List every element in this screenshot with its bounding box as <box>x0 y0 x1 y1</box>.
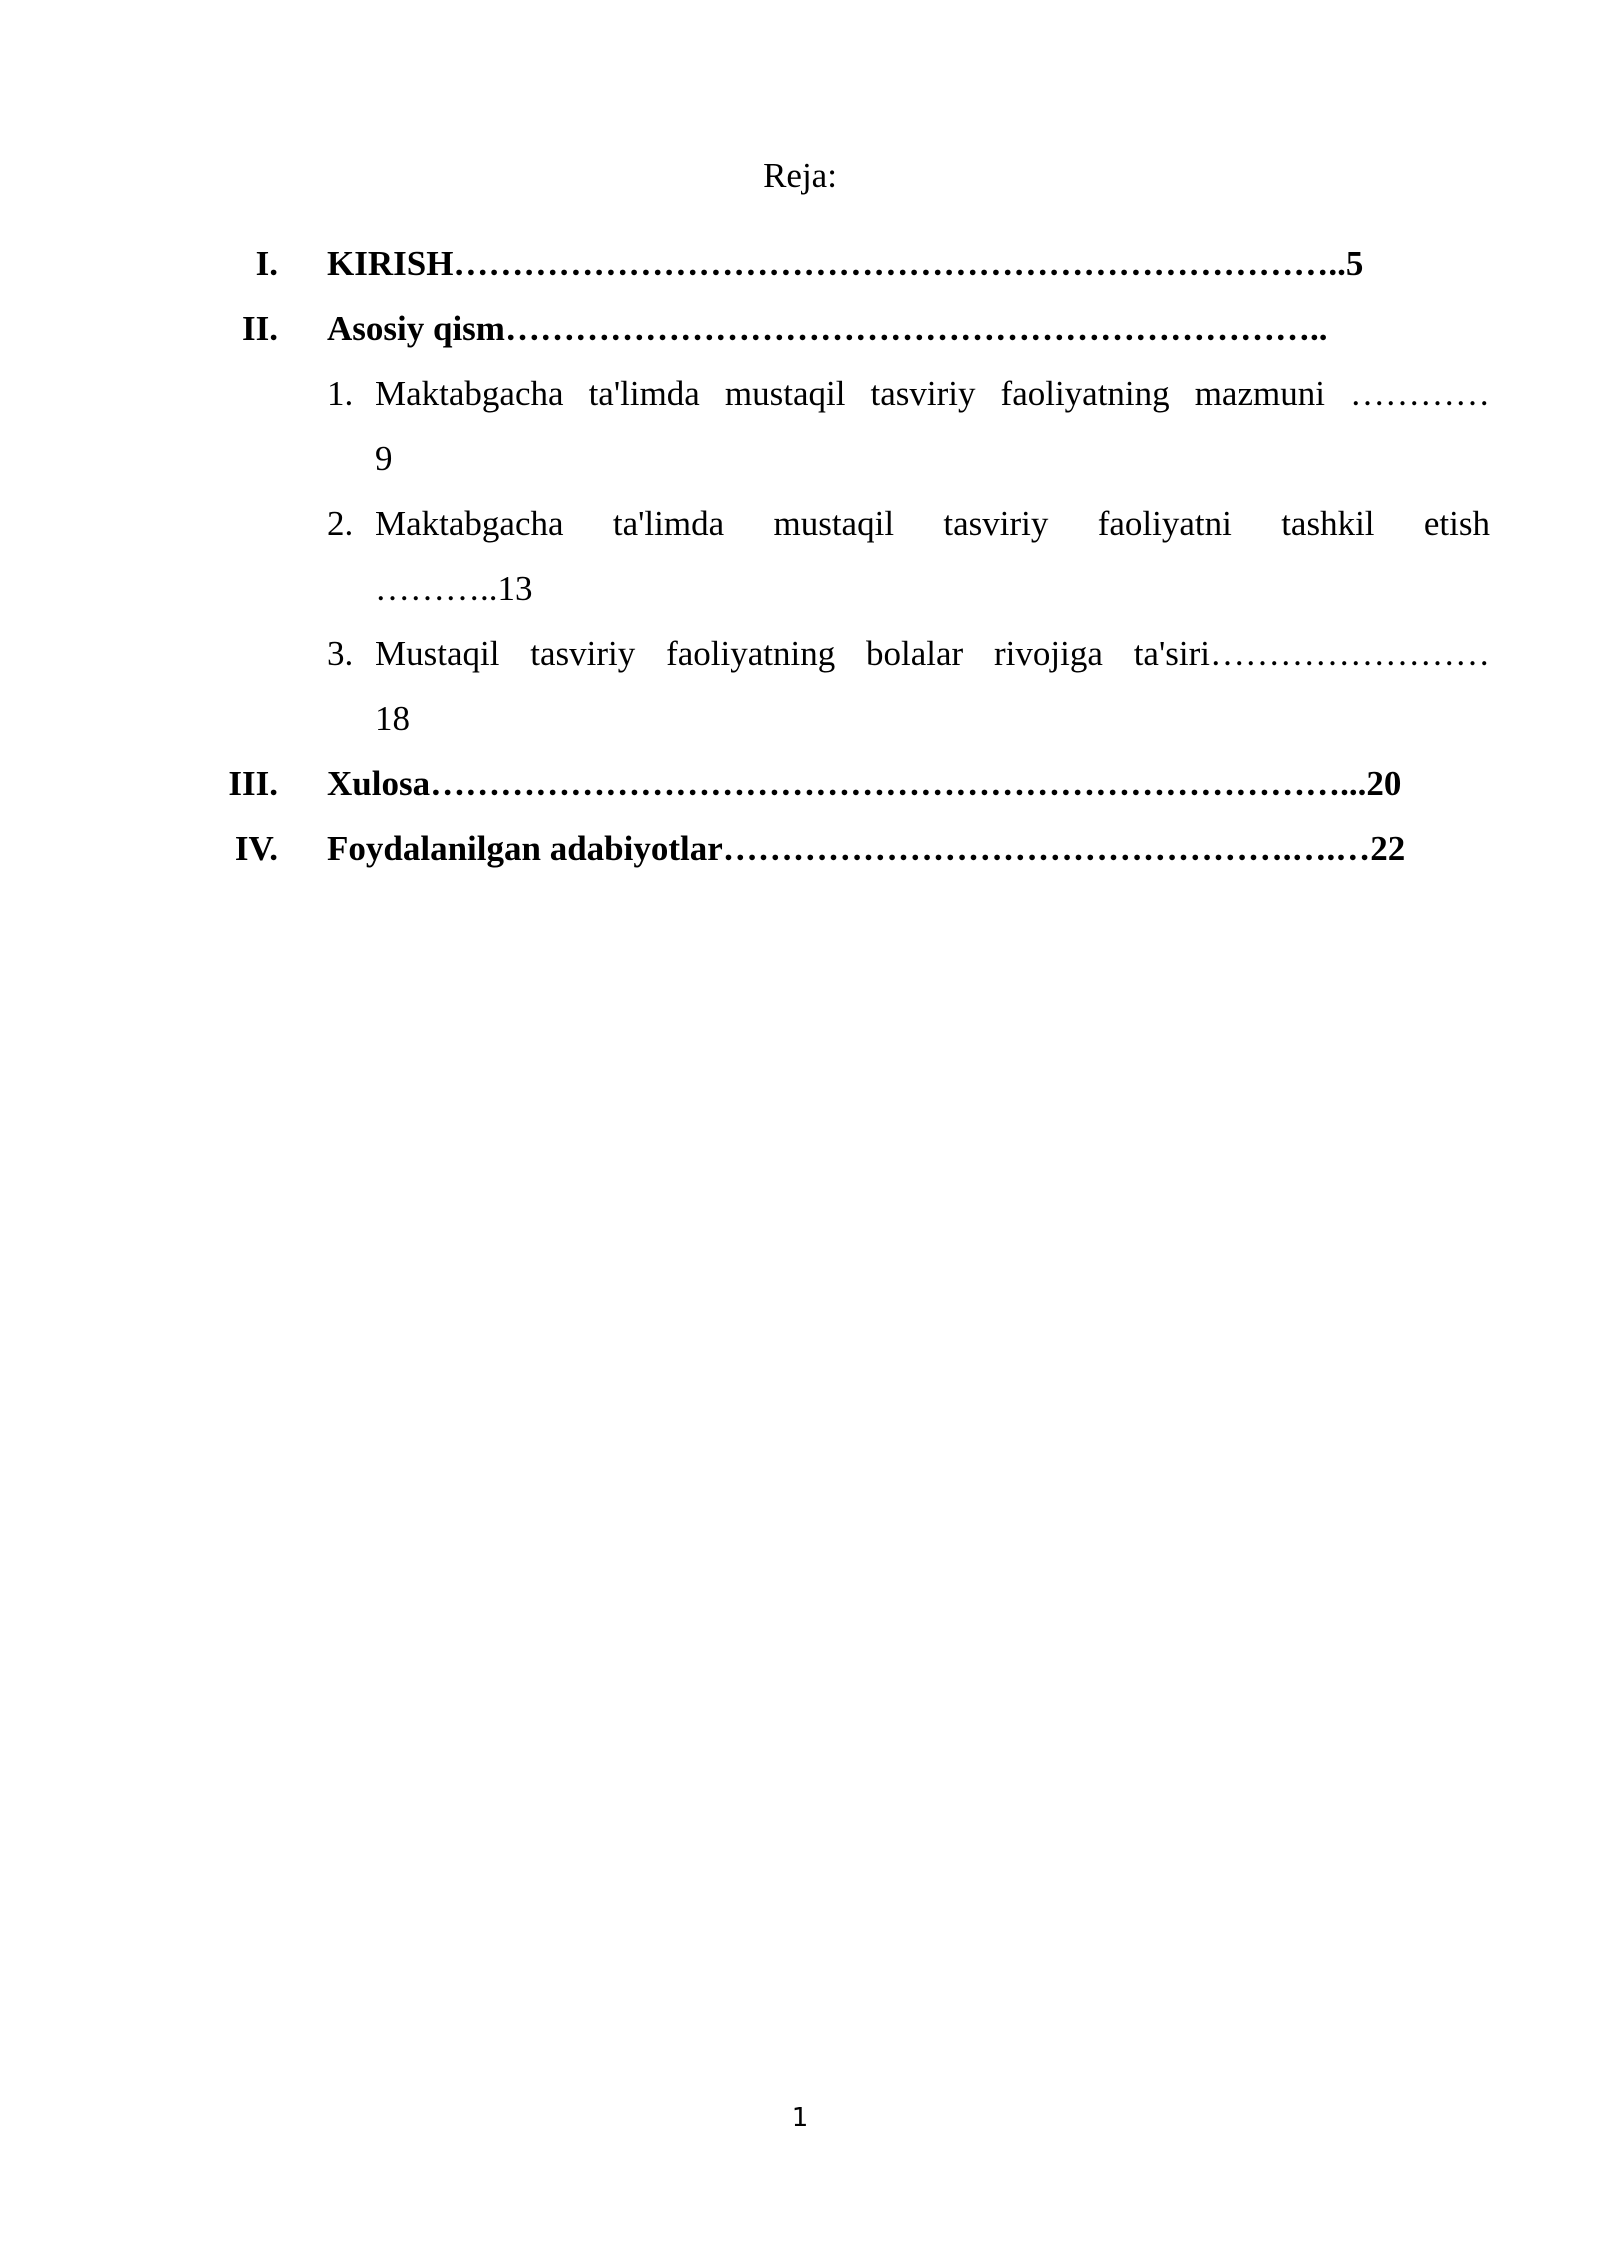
toc-subitem-number-1: 1. <box>327 374 354 413</box>
toc-subitem-number-3: 3. <box>327 634 354 673</box>
page-number: 1 <box>791 2103 809 2133</box>
toc-numeral-3: III. <box>228 764 278 803</box>
toc-numeral-4: IV. <box>234 829 278 868</box>
toc-subitem-page-1: 9 <box>375 439 393 478</box>
toc-subitem-page-2: ………..13 <box>375 569 533 608</box>
toc-numeral-1: I. <box>255 244 278 283</box>
toc-subitem-text-2: Maktabgacha ta'limda mustaqil tasviriy faoliyatni tashkil etish <box>375 504 1490 543</box>
toc-item-xulosa: Xulosa……………………………………………………………………...20 <box>327 764 1402 803</box>
toc-subitem-page-3: 18 <box>375 699 410 738</box>
toc-item-asosiy-qism: Asosiy qism…………………………………………………………….. <box>327 309 1328 348</box>
toc-item-kirish: KIRISH…………………………………………………………………..5 <box>327 244 1364 283</box>
toc-item-adabiyotlar: Foydalanilgan adabiyotlar………………………………………….….…22 <box>327 829 1406 868</box>
toc-subitem-text-3: Mustaqil tasviriy faoliyatning bolalar rivojiga ta'siri…………………… <box>375 634 1490 673</box>
toc-subitem-text-1: Maktabgacha ta'limda mustaqil tasviriy faoliyatning mazmuni ………… <box>375 374 1490 413</box>
toc-subitem-number-2: 2. <box>327 504 354 543</box>
toc-numeral-2: II. <box>242 309 278 348</box>
page-title: Reja: <box>763 156 837 195</box>
